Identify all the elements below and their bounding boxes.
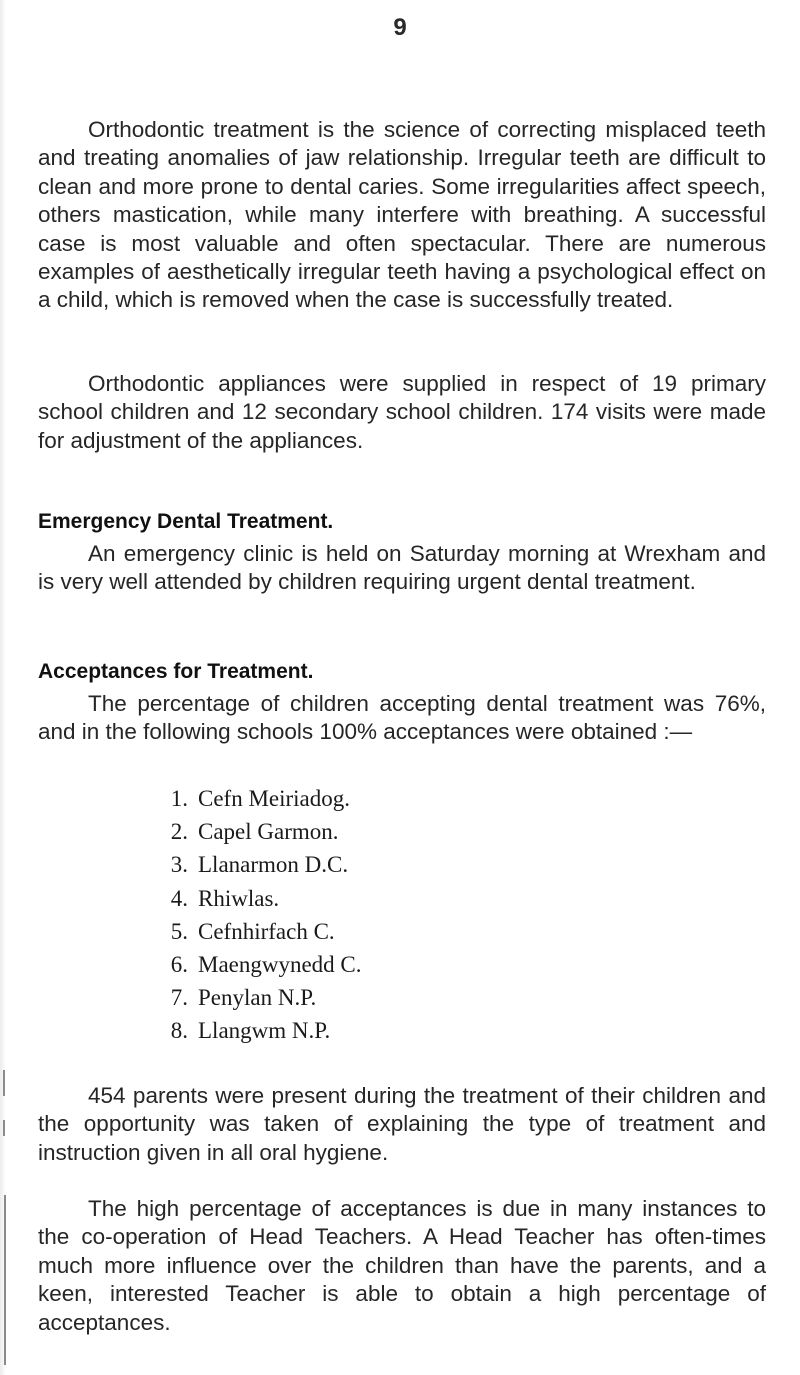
paragraph-acceptances: The percentage of children accepting dental treatment was 76%, and in the following schools 100% acceptances were obtained :— bbox=[38, 691, 766, 745]
paragraph-appliances: Orthodontic appliances were supplied in respect of 19 primary school children and 12 secondary school children. 174 visits were made for adjustment of the appliances. bbox=[38, 371, 766, 453]
school-name: Cefn Meiriadog. bbox=[198, 786, 351, 811]
binding-mark bbox=[4, 1195, 6, 1365]
page-edge-shadow bbox=[0, 0, 6, 1375]
paragraph-parents: 454 parents were present during the treatment of their children and the opportunity was taken of explaining the type of treatment and instruction given in all oral hygiene. bbox=[38, 1083, 766, 1165]
school-name: Llangwm N.P. bbox=[198, 1018, 331, 1044]
heading-emergency-dental-treatment: Emergency Dental Treatment. bbox=[38, 510, 334, 533]
list-item: 3. Llanarmon D.C. bbox=[170, 852, 349, 878]
school-name: Rhiwlas. bbox=[198, 885, 280, 911]
binding-mark bbox=[3, 1070, 5, 1096]
list-item: 1. Cefn Meiriadog. bbox=[170, 786, 351, 811]
list-item: 8. Llangwm N.P. bbox=[170, 1018, 331, 1044]
school-name: Llanarmon D.C. bbox=[198, 852, 349, 878]
school-name: Maengwynedd C. bbox=[198, 951, 362, 977]
paragraph-emergency: An emergency clinic is held on Saturday morning at Wrexham and is very well attended by children requiring urgent dental treatment. bbox=[38, 541, 766, 595]
list-item: 6. Maengwynedd C. bbox=[170, 951, 362, 977]
school-name: Cefnhirfach C. bbox=[198, 918, 335, 944]
school-list bbox=[150, 782, 362, 1048]
paragraph-head-teachers: The high percentage of acceptances is due in many instances to the co-operation of Head Teachers. A Head Teacher has often-times much more influence over the children than have the parents, and a keen, interested Teacher is able to obtain a high percentage of acceptances. bbox=[38, 1196, 766, 1335]
binding-mark bbox=[3, 1120, 5, 1136]
school-name: Penylan N.P. bbox=[198, 985, 317, 1011]
list-item: 4. Rhiwlas. bbox=[170, 885, 280, 911]
page-number: 9 bbox=[393, 14, 407, 41]
paragraph-orthodontic-intro: Orthodontic treatment is the science of correcting misplaced teeth and treating anomalies of jaw relationship. Irregular teeth are difficult to clean and more prone to dental caries. Some irregularities affect speech, others mastication, while many interfere with breathing. A successful case is most valuable and often spectacular. There are numerous examples of aesthetically irregular teeth having a psychological effect on a child, which is removed when the case is successfully treated. bbox=[38, 117, 766, 313]
list-item: 2. Capel Garmon. bbox=[170, 819, 339, 845]
list-item: 5. Cefnhirfach C. bbox=[170, 918, 335, 944]
school-name: Capel Garmon. bbox=[198, 819, 339, 845]
heading-acceptances-for-treatment: Acceptances for Treatment. bbox=[38, 660, 314, 683]
list-item: 7. Penylan N.P. bbox=[170, 985, 317, 1011]
